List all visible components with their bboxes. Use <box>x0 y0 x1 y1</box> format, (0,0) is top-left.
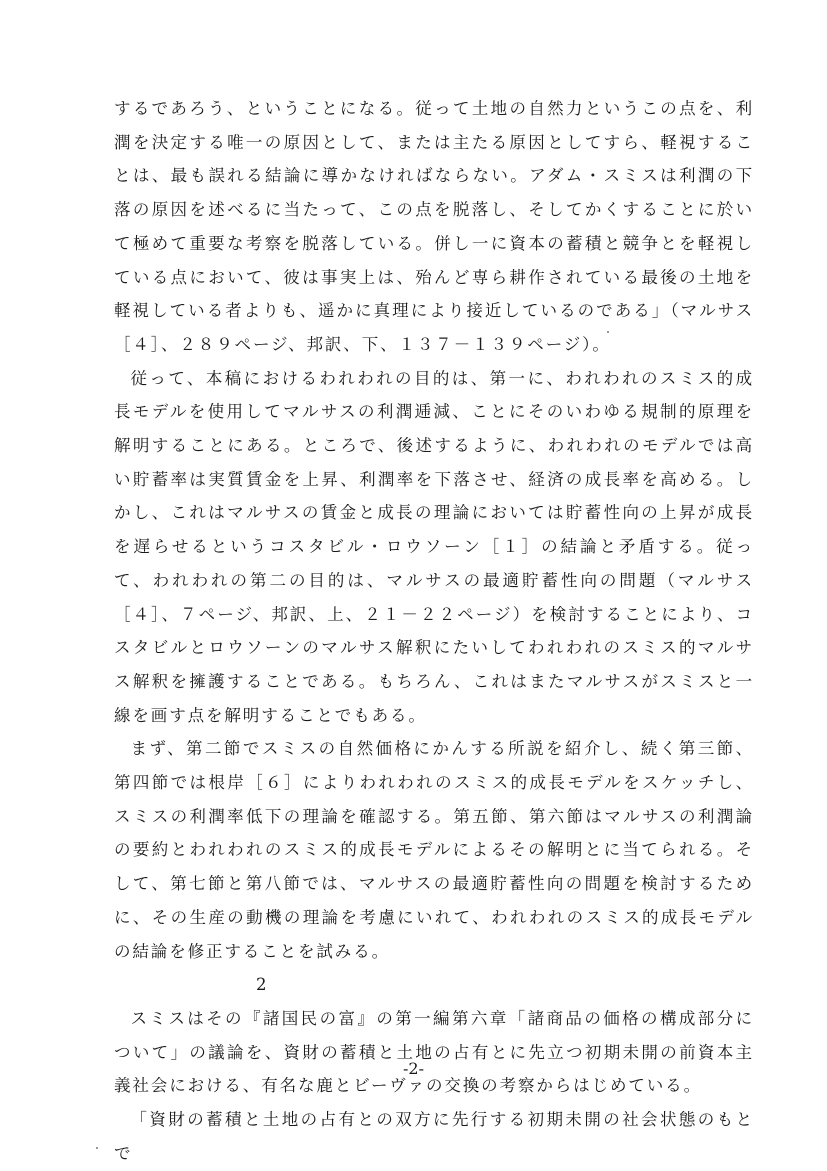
paragraph-smith-intro: スミスはその『諸国民の富』の第一編第六章「諸商品の価格の構成部分について」の議論を、資財の蓄積と土地の占有とに先立つ初期未開の前資本主義社会における、有名な鹿とビーヴァの交換の考察からはじめている。 <box>114 1008 754 1096</box>
paragraph-continuation: するであろう、ということになる。従って土地の自然力というこの点を、利潤を決定する唯一の原因として、または主たる原因としてすら、軽視することは、最も誤れる結論に導かなければならない。アダム・スミスは利潤の下落の原因を述べるに当たって、この点を脱落し、そしてかくすることに於いて極めて重要な考察を脱落している。併し一に資本の蓄積と競争とを軽視している点において、彼は事実上は、殆んど専ら耕作されている最後の土地を軽視している者よりも、遥かに真理により接近しているのである」（マルサス［４］、２８９ページ、邦訳、下、１３７－１３９ページ）。 <box>114 99 754 354</box>
paragraph-purpose: 従って、本稿におけるわれわれの目的は、第一に、われわれのスミス的成長モデルを使用してマルサスの利潤逓減、ことにそのいわゆる規制的原理を解明することにある。ところで、後述するように、われわれのモデルでは高い貯蓄率は実質賃金を上昇、利潤率を下落させ、経済の成長率を高める。しかし、これはマルサスの賃金と成長の理論においては貯蓄性向の上昇が成長を遅らせるというコスタビル・ロウソーン［１］の結論と矛盾する。従って、われわれの第二の目的は、マルサスの最適貯蓄性向の問題（マルサス［４］、７ページ、邦訳、上、２１－２２ページ）を検討することにより、コスタビルとロウソーンのマルサス解釈にたいしてわれわれのスミス的マルサス解釈を擁護することである。もちろん、これはまたマルサスがスミスと一線を画す点を解明することでもある。 <box>114 368 754 725</box>
section-number: 2 <box>256 975 267 995</box>
page-number: -2- <box>403 1059 424 1078</box>
paragraph-quote-start: 「資財の蓄積と土地の占有との双方に先行する初期未開の社会状態のもとで <box>114 1110 754 1163</box>
paragraph-outline: まず、第二節でスミスの自然価格にかんする所説を紹介し、続く第三節、第四節では根岸［６］によりわれわれのスミス的成長モデルをスケッチし、スミスの利潤率低下の理論を確認する。第五節、第六節はマルサスの利潤論の要約とわれわれのスミス的成長モデルによるその解明とに当てられる。そして、第七節と第八節では、マルサスの最適貯蓄性向の問題を検討するために、その生産の動機の理論を考慮にいれて、われわれのスミス的成長モデルの結論を修正することを試みる。 <box>114 739 754 961</box>
scan-speck <box>96 1147 98 1149</box>
scan-speck <box>607 331 609 333</box>
body-text <box>114 92 754 1171</box>
